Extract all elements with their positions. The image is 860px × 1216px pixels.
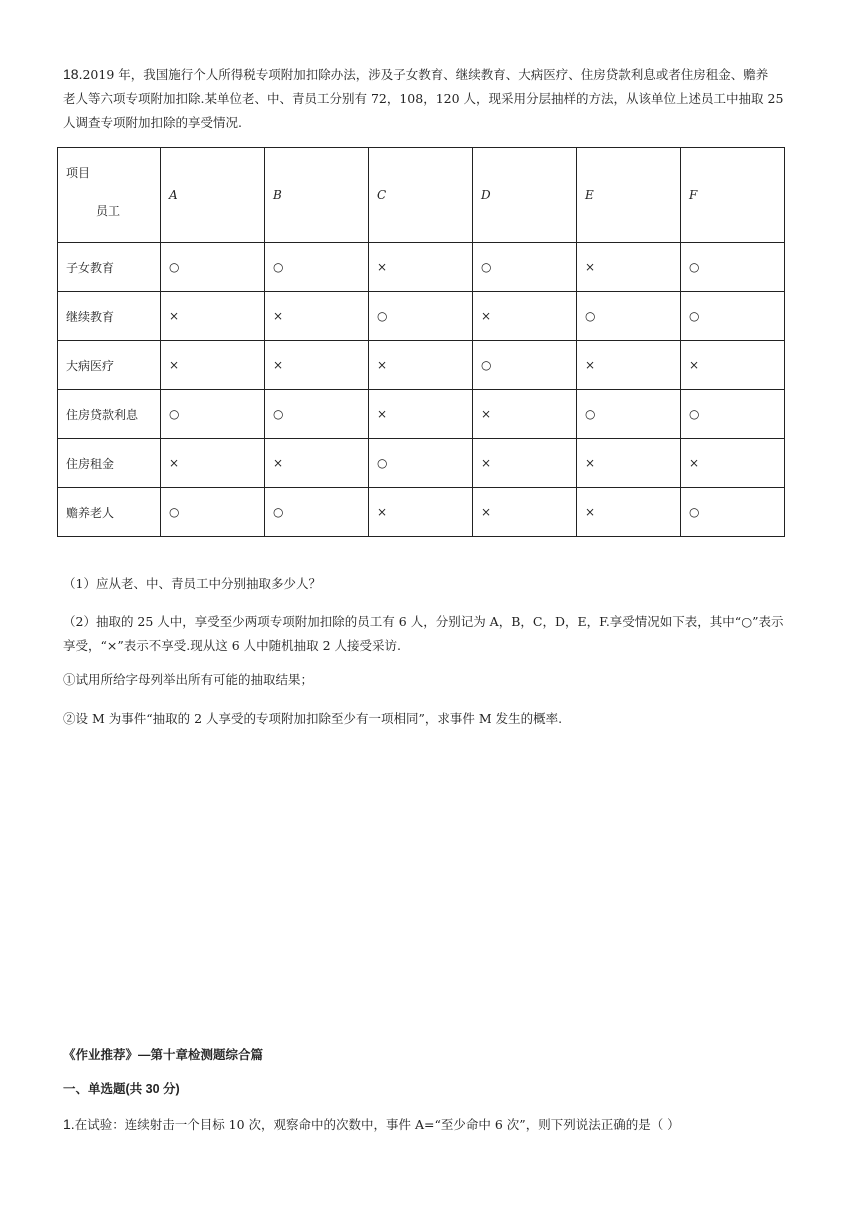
column-header-a: A: [161, 148, 265, 243]
table-cell: ○: [681, 292, 785, 341]
table-cell: ○: [577, 390, 681, 439]
table-row: [58, 390, 785, 439]
problem-number: 18.: [63, 66, 83, 82]
table-cell: ×: [473, 390, 577, 439]
corner-label-employee: 员工: [96, 204, 121, 218]
table-cell: ×: [369, 243, 473, 292]
table-cell: ×: [681, 439, 785, 488]
table-cell: ○: [369, 439, 473, 488]
table-cell: ×: [473, 292, 577, 341]
column-header-c: C: [369, 148, 473, 243]
table-cell: ○: [577, 292, 681, 341]
question-number: 1.: [63, 1116, 75, 1132]
intro-line-1: 2019 年，我国施行个人所得税专项附加扣除办法，涉及子女教育、继续教育、大病医疗、住房贷款利息或者住房租金、赡养: [82, 67, 769, 82]
table-cell: ○: [681, 488, 785, 537]
column-header-e: E: [577, 148, 681, 243]
table-cell: ○: [473, 243, 577, 292]
single-choice-question-1: [63, 1114, 680, 1135]
table-cell: ×: [473, 488, 577, 537]
table-cell: ○: [161, 243, 265, 292]
table-row: [58, 488, 785, 537]
intro-line-2: 老人等六项专项附加扣除.某单位老、中、青员工分别有 72，108，120 人，现采用分层抽样的方法，从该单位上述员工中抽取 25: [63, 91, 784, 106]
table-cell: ×: [161, 341, 265, 390]
deduction-table: [57, 147, 785, 537]
table-row: [58, 292, 785, 341]
question-2-part-a: ①试用所给字母列举出所有可能的抽取结果；: [63, 672, 314, 687]
problem-18-intro: [63, 62, 798, 135]
table-cell: ○: [681, 390, 785, 439]
table-cell: ×: [265, 341, 369, 390]
table-cell: ×: [265, 292, 369, 341]
table-cell: ○: [681, 243, 785, 292]
section-title: 《作业推荐》—第十章检测题综合篇: [63, 1048, 264, 1062]
question-2-line-2: 享受，“×”表示不享受.现从这 6 人中随机抽取 2 人接受采访.: [63, 638, 402, 653]
table-cell: ○: [161, 390, 265, 439]
corner-label-item: 项目: [66, 166, 91, 180]
table-cell: ×: [369, 341, 473, 390]
section-heading: 一、单选题(共 30 分): [63, 1082, 180, 1096]
row-label: 住房贷款利息: [58, 390, 161, 439]
table-cell: ○: [161, 488, 265, 537]
intro-line-3: 人调查专项附加扣除的享受情况.: [63, 115, 242, 130]
table-cell: ×: [265, 439, 369, 488]
row-label: 继续教育: [58, 292, 161, 341]
table-cell: ○: [473, 341, 577, 390]
table-cell: ○: [265, 488, 369, 537]
question-text: 在试验：连续射击一个目标 10 次，观察命中的次数中，事件 A=“至少命中 6 次”，则下列说法正确的是（ ）: [74, 1117, 680, 1132]
table-cell: ○: [265, 390, 369, 439]
column-header-b: B: [265, 148, 369, 243]
table-cell: ×: [577, 341, 681, 390]
row-label: 赡养老人: [58, 488, 161, 537]
table-cell: ×: [577, 243, 681, 292]
table-row: [58, 341, 785, 390]
table-cell: ×: [681, 341, 785, 390]
table-cell: ×: [161, 292, 265, 341]
row-label: 子女教育: [58, 243, 161, 292]
table-cell: ×: [473, 439, 577, 488]
table-row: [58, 243, 785, 292]
row-label: 住房租金: [58, 439, 161, 488]
table-cell: ×: [369, 390, 473, 439]
table-cell: ○: [369, 292, 473, 341]
table-cell: ○: [265, 243, 369, 292]
table-corner-cell: [58, 148, 161, 243]
row-label: 大病医疗: [58, 341, 161, 390]
table-cell: ×: [577, 488, 681, 537]
table-header-row: [58, 148, 785, 243]
question-2: [63, 610, 798, 658]
table-cell: ×: [577, 439, 681, 488]
question-2-part-b: ②设 M 为事件“抽取的 2 人享受的专项附加扣除至少有一项相同”，求事件 M 发生的概率.: [63, 711, 563, 726]
table-cell: ×: [161, 439, 265, 488]
column-header-f: F: [681, 148, 785, 243]
question-1: （1）应从老、中、青员工中分别抽取多少人？: [63, 576, 321, 591]
table-row: [58, 439, 785, 488]
question-2-line-1: （2）抽取的 25 人中，享受至少两项专项附加扣除的员工有 6 人，分别记为 A，B，C，D，E，F.享受情况如下表，其中“○”表示: [63, 614, 784, 629]
table-cell: ×: [369, 488, 473, 537]
column-header-d: D: [473, 148, 577, 243]
